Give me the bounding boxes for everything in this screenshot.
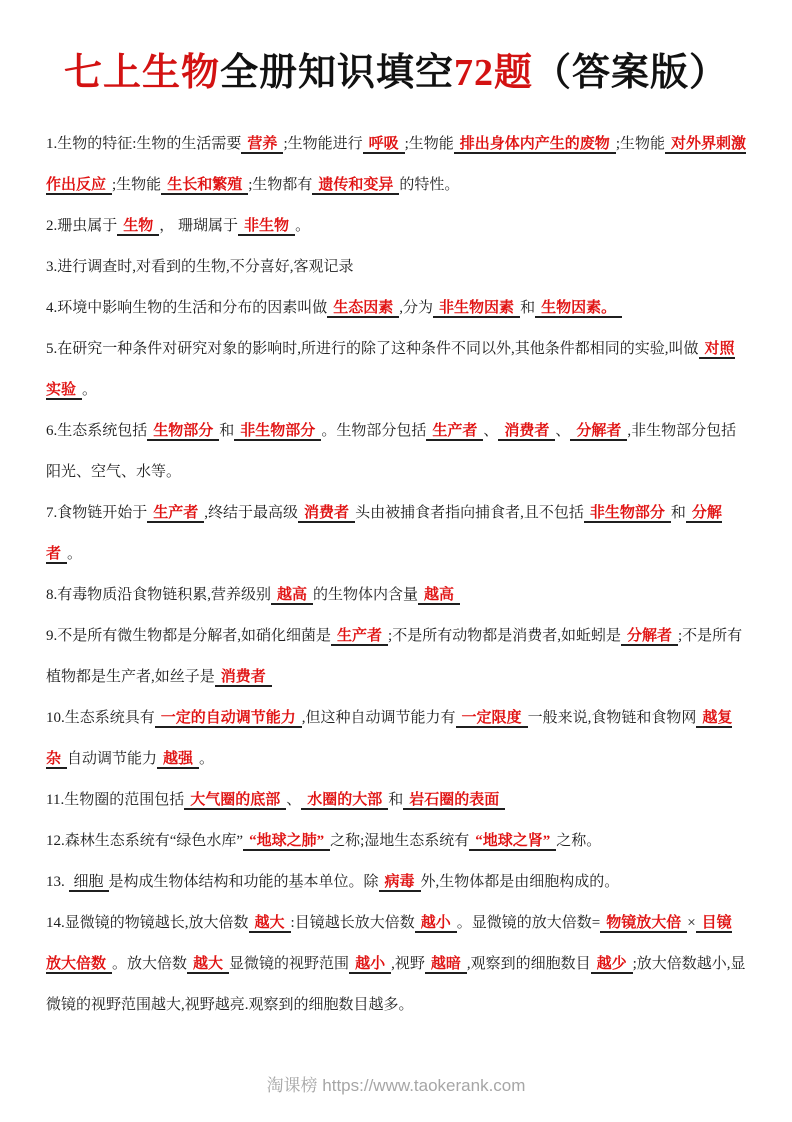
question-text: 1.生物的特征:生物的生活需要 bbox=[46, 135, 242, 152]
question-text: 7.食物链开始于 bbox=[46, 504, 148, 521]
answer-blank: 越复杂 bbox=[46, 709, 733, 767]
answer-blank: 生产者 bbox=[426, 423, 483, 441]
question-text: 14.显微镜的物镜越长,放大倍数 bbox=[46, 914, 249, 931]
question-text: ;不是所有动物都是消费者,如蚯蚓是 bbox=[388, 627, 621, 644]
question-text: 、 bbox=[286, 791, 302, 808]
question-item-4 bbox=[46, 288, 746, 329]
question-item-8 bbox=[46, 575, 746, 616]
question-text: 自动调节能力 bbox=[67, 750, 158, 767]
answer-blank: 越大 bbox=[187, 956, 229, 974]
answer-blank: 越大 bbox=[249, 915, 291, 933]
answer-blank: 消费者 bbox=[215, 669, 272, 687]
answer-blank: 越少 bbox=[591, 956, 633, 974]
title-segment-red: 72题 bbox=[454, 52, 534, 94]
question-text: 之称;湿地生态系统有 bbox=[330, 832, 470, 849]
answer-blank: 分解者 bbox=[621, 628, 678, 646]
answer-blank: 病毒 bbox=[379, 874, 421, 892]
answer-blank: 对外界刺激作出反应 bbox=[46, 135, 746, 193]
question-text: 外,生物体都是由细胞构成的。 bbox=[420, 873, 620, 890]
answer-blank: 非生物因素 bbox=[433, 300, 520, 318]
blank-underline: 细胞 bbox=[69, 874, 109, 892]
question-text: 显微镜的视野范围 bbox=[229, 955, 350, 972]
answer-blank: 大气圈的底部 bbox=[184, 792, 286, 810]
answer-blank: 生物部分 bbox=[147, 423, 219, 441]
question-item-5 bbox=[46, 329, 746, 411]
question-item-7 bbox=[46, 493, 746, 575]
footer-watermark: 淘课榜 https://www.taokerank.com bbox=[266, 1076, 526, 1095]
question-text: 、 bbox=[555, 422, 571, 439]
question-text: ;生物能 bbox=[404, 135, 454, 152]
question-text: 头由被捕食者指向捕食者,且不包括 bbox=[355, 504, 584, 521]
question-text: ;放大倍数越小,显微镜的视野范围越大,视野越亮.观察到的细胞数目越多。 bbox=[46, 955, 746, 1013]
answer-blank: 越强 bbox=[157, 751, 199, 769]
answer-blank: 生物 bbox=[117, 218, 159, 236]
question-item-11 bbox=[46, 780, 746, 821]
question-text: ;生物能 bbox=[112, 176, 162, 193]
answer-blank: 越高 bbox=[271, 587, 313, 605]
answer-blank: 消费者 bbox=[498, 423, 555, 441]
question-text: 6.生态系统包括 bbox=[46, 422, 148, 439]
question-text: 10.生态系统具有 bbox=[46, 709, 155, 726]
question-text: 11.生物圈的范围包括 bbox=[46, 791, 185, 808]
question-text: ;生物能进行 bbox=[283, 135, 363, 152]
answer-blank: 岩石圈的表面 bbox=[403, 792, 505, 810]
answer-blank: “地球之肾” bbox=[469, 833, 556, 851]
question-text: 。放大倍数 bbox=[112, 955, 188, 972]
question-text: 的特性。 bbox=[399, 176, 460, 193]
answer-blank: 越小 bbox=[415, 915, 457, 933]
title-segment: 全册知识填空 bbox=[219, 52, 454, 94]
answer-blank: 分解者 bbox=[46, 504, 722, 562]
question-item-2 bbox=[46, 206, 746, 247]
question-text: ;生物都有 bbox=[248, 176, 313, 193]
question-text: ,但这种自动调节能力有 bbox=[301, 709, 456, 726]
question-item-14 bbox=[46, 903, 746, 1026]
question-text: ,分为 bbox=[399, 299, 434, 316]
title-segment-red: 七上生物 bbox=[63, 52, 220, 94]
question-text: 。生物部分包括 bbox=[321, 422, 427, 439]
question-text: 4.环境中影响生物的生活和分布的因素叫做 bbox=[46, 299, 328, 316]
answer-blank: 非生物部分 bbox=[584, 505, 671, 523]
answer-blank: 营养 bbox=[241, 136, 283, 154]
question-item-13 bbox=[46, 862, 746, 903]
answer-blank: 一定限度 bbox=[456, 710, 528, 728]
answer-blank: 水圈的大部 bbox=[301, 792, 388, 810]
question-text: 2.珊虫属于 bbox=[46, 217, 118, 234]
question-text: ,观察到的细胞数目 bbox=[466, 955, 591, 972]
question-text: 是构成生物体结构和功能的基本单位。除 bbox=[108, 873, 379, 890]
question-text: 和 bbox=[520, 299, 536, 316]
answer-blank: 一定的自动调节能力 bbox=[155, 710, 302, 728]
answer-blank: 越高 bbox=[418, 587, 460, 605]
question-text: 13. bbox=[46, 873, 69, 890]
answer-blank: 排出身体内产生的废物 bbox=[454, 136, 616, 154]
answer-blank: 生长和繁殖 bbox=[161, 177, 248, 195]
question-item-1 bbox=[46, 124, 746, 206]
question-text: 9.不是所有微生物都是分解者,如硝化细菌是 bbox=[46, 627, 332, 644]
answer-blank: 非生物部分 bbox=[234, 423, 321, 441]
answer-blank: 越暗 bbox=[425, 956, 467, 974]
question-text: ,视野 bbox=[391, 955, 425, 972]
answer-blank: 目镜放大倍数 bbox=[46, 914, 732, 972]
footer bbox=[0, 1071, 792, 1096]
questions-list bbox=[46, 124, 746, 1026]
question-text: ;生物能 bbox=[615, 135, 665, 152]
question-text: 和 bbox=[219, 422, 235, 439]
question-text: 12.森林生态系统有“绿色水库” bbox=[46, 832, 244, 849]
title-segment: （答案版） bbox=[533, 52, 729, 94]
question-text: 一般来说,食物链和食物网 bbox=[527, 709, 697, 726]
answer-blank: 生物因素。 bbox=[535, 300, 622, 318]
question-text: 5.在研究一种条件对研究对象的影响时,所进行的除了这种条件不同以外,其他条件都相同的实验,叫做 bbox=[46, 340, 699, 357]
question-text: ,终结于最高级 bbox=[204, 504, 299, 521]
question-text: 的生物体内含量 bbox=[313, 586, 419, 603]
answer-blank: 消费者 bbox=[298, 505, 355, 523]
question-text: 。 bbox=[199, 750, 215, 767]
question-text: ， 珊瑚属于 bbox=[159, 217, 239, 234]
answer-blank: 分解者 bbox=[570, 423, 627, 441]
answer-blank: 生态因素 bbox=[327, 300, 399, 318]
answer-blank: 遗传和变异 bbox=[312, 177, 399, 195]
answer-blank: 生产者 bbox=[331, 628, 388, 646]
question-text: ;不是所有植物都是生产者,如丝子是 bbox=[46, 627, 743, 685]
answer-blank: 非生物 bbox=[238, 218, 295, 236]
question-item-3 bbox=[46, 247, 746, 288]
question-item-9 bbox=[46, 616, 746, 698]
answer-blank: “地球之肺” bbox=[243, 833, 330, 851]
answer-blank: 对照实验 bbox=[46, 340, 735, 398]
question-text: × bbox=[687, 914, 696, 931]
question-text: 。 bbox=[67, 545, 83, 562]
question-text: 。 bbox=[295, 217, 311, 234]
question-item-6 bbox=[46, 411, 746, 493]
question-text: 。显微镜的放大倍数= bbox=[456, 914, 601, 931]
answer-blank: 物镜放大倍 bbox=[600, 915, 687, 933]
question-text: 、 bbox=[483, 422, 499, 439]
question-text: 和 bbox=[670, 504, 686, 521]
question-text: 。 bbox=[82, 381, 98, 398]
question-text: ,非生物部分包括阳光、空气、水等。 bbox=[46, 422, 737, 480]
question-text: 3.进行调查时,对看到的生物,不分喜好,客观记录 bbox=[46, 258, 354, 275]
answer-blank: 越小 bbox=[349, 956, 391, 974]
page-title bbox=[46, 50, 746, 98]
question-text: 之称。 bbox=[556, 832, 602, 849]
question-item-12 bbox=[46, 821, 746, 862]
question-text: 8.有毒物质沿食物链积累,营养级别 bbox=[46, 586, 272, 603]
question-text: :目镜越长放大倍数 bbox=[290, 914, 415, 931]
question-text: 和 bbox=[388, 791, 404, 808]
question-item-10 bbox=[46, 698, 746, 780]
answer-blank: 生产者 bbox=[147, 505, 204, 523]
answer-blank: 呼吸 bbox=[363, 136, 405, 154]
